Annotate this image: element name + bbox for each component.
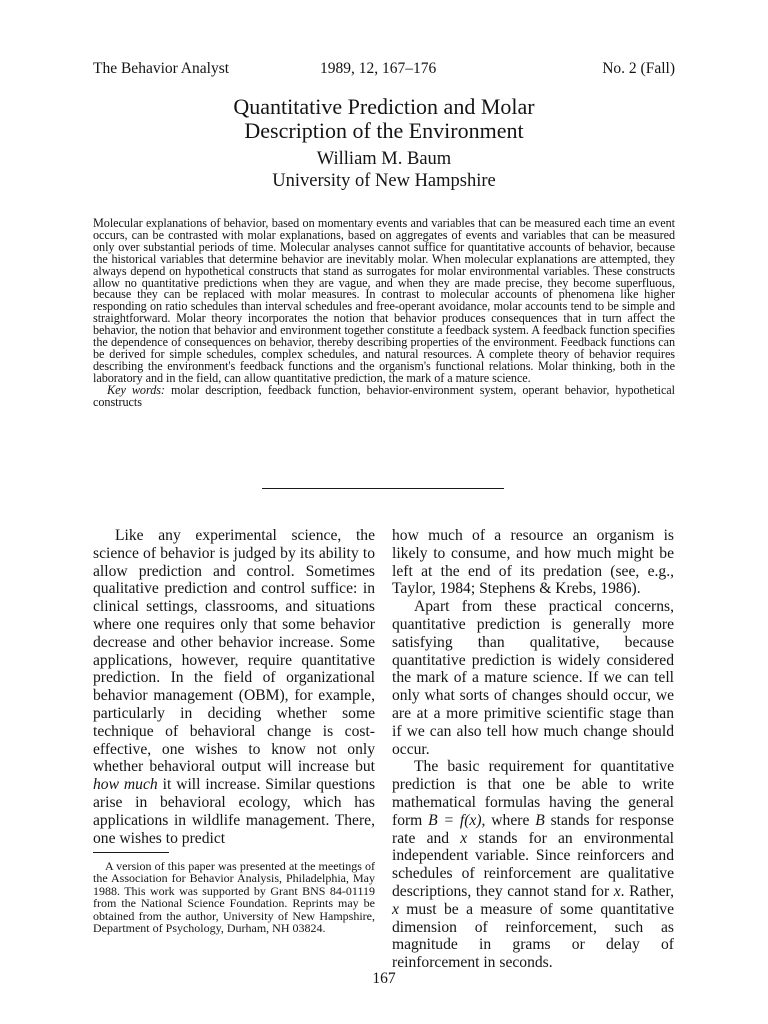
running-head xyxy=(93,60,675,80)
keywords xyxy=(93,382,676,409)
body-paragraph xyxy=(392,758,674,972)
author-affiliation: University of New Hampshire xyxy=(272,171,496,191)
variable: x xyxy=(392,900,399,918)
body-text: must be a measure of some quantitative dimension of reinforcement, such as magnitude in grams or delay of reinforcement in seconds. xyxy=(392,900,674,972)
body-text: The basic requirement for quantitative prediction is that one be able to write mathematical formulas having the general form xyxy=(392,758,674,829)
body-paragraph xyxy=(93,527,375,847)
variable: x xyxy=(613,882,621,900)
body-text: it will increase. Similar questions arise in behavioral ecology, which has applications in wildlife management. There, one wishes to predict xyxy=(93,776,376,847)
keywords-list: molar description, feedback function, behavior-environment system, operant behavior, hypothetical constructs xyxy=(93,382,676,409)
body-text: stands for response rate and xyxy=(392,811,674,847)
body-text: Like any experimental science, the science of behavior is judged by its ability to allow prediction and control. Sometimes qualitative prediction and control suffice: in clinical settings, classrooms, and situations where one requires only that some behavior decrease and other behavior increase. Some applications, however, require quantitative prediction. In the field of organizational behavior management (OBM), for example, particularly in deciding whether some technique of behavioral change is cost-effective, one wishes to know not only whether behavioral output will increase but xyxy=(93,527,375,776)
author-name: William M. Baum xyxy=(316,149,452,169)
variable: B xyxy=(535,811,545,829)
body-column-right xyxy=(392,527,674,972)
body-text: . Rather, xyxy=(620,882,675,900)
body-column-left xyxy=(93,527,375,847)
formula: B = f(x) xyxy=(428,811,482,829)
page-number: 167 xyxy=(372,970,396,987)
paper-title-line-2: Description of the Environment xyxy=(244,118,524,143)
abstract xyxy=(93,218,675,409)
footnote-rule xyxy=(93,852,169,853)
issue-info: No. 2 (Fall) xyxy=(602,60,675,77)
title-block xyxy=(93,95,675,192)
body-text: stands for an environmental independent variable. Since reinforcers and schedules of reinforcement are qualitative descriptions, they cannot stand for xyxy=(392,829,674,900)
section-divider xyxy=(262,488,504,489)
body-paragraph: Apart from these practical concerns, quantitative prediction is generally more satisfying than qualitative, because quantitative prediction is widely considered the mark of a mature science. If we can tell only what sorts of changes should occur, we are at a more primitive scientific stage than if we can also tell how much change should occur. xyxy=(392,598,674,758)
journal-name: The Behavior Analyst xyxy=(93,60,230,77)
keywords-label: Key words: xyxy=(107,382,165,397)
body-paragraph: how much of a resource an organism is likely to consume, and how much might be left at the end of its predation (see, e.g., Taylor, 1984; Stephens & Krebs, 1986). xyxy=(392,527,674,598)
footnote: A version of this paper was presented at the meetings of the Association for Behavior Analysis, Philadelphia, May 1988. This work was supported by Grant BNS 84-01119 from the National Science Foundation. Reprints may be obtained from the author, University of New Hampshire, Department of Psychology, Durham, NH 03824. xyxy=(93,859,375,936)
emphasis-text: how much xyxy=(93,776,158,794)
citation-info: 1989, 12, 167–176 xyxy=(320,60,437,77)
abstract-text: Molecular explanations of behavior, based on momentary events and variables that can be measured each time an event occurs, can be contrasted with molar explanations, based on aggregates of events and variables that can be measured only over substantial periods of time. Molecular analyses cannot suffice for quantitative accounts of behavior, because the historical variables that determine behavior are inevitably molar. When molecular explanations are attempted, they always depend on hypothetical constructs that stand as surrogates for molar environmental variables. These constructs allow no quantitative predictions when they are vague, and when they are made precise, they become superfluous, because they can be replaced with molar measures. In contrast to molecular accounts of phenomena like higher responding on ratio schedules than interval schedules and free-operant avoidance, molar accounts tend to be simple and straightforward. Molar theory incorporates the notion that behavior produces consequences that in turn affect the behavior, the notion that behavior and environment together constitute a feedback system. A feedback function specifies the dependence of consequences on behavior, thereby describing properties of the environment. Feedback functions can be derived for simple schedules, complex schedules, and natural resources. A complete theory of behavior requires describing the environment's feedback functions and the organism's functional relations. Molar thinking, both in the laboratory and in the field, can allow quantitative prediction, the mark of a mature science. xyxy=(93,216,675,385)
paper-title-line-1: Quantitative Prediction and Molar xyxy=(233,94,535,119)
body-text: , where xyxy=(481,811,536,829)
variable: x xyxy=(460,829,468,847)
